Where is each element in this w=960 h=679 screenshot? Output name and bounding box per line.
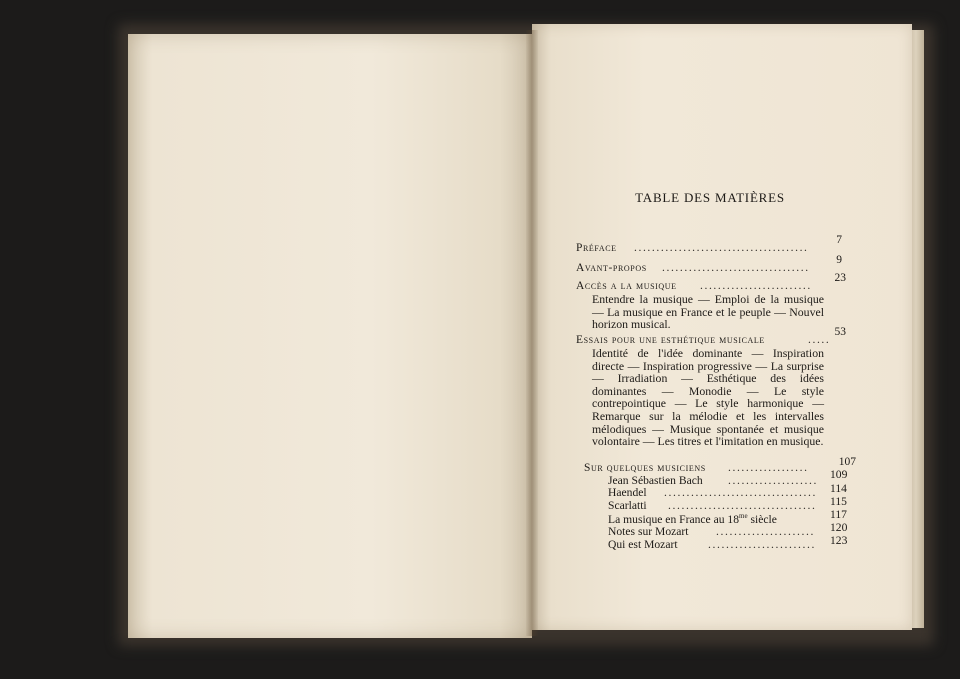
page-number: 9 (836, 254, 842, 266)
toc-title: TABLE DES MATIÈRES (635, 190, 785, 205)
subentry-title: La musique en France au $18^{me}$ siècle (608, 512, 777, 526)
subentry-title: Jean Sébastien Bach (608, 474, 703, 487)
leader-dots: ................................. (668, 499, 817, 512)
subentry-title: Haendel (608, 486, 647, 499)
page-number: 7 (836, 234, 842, 246)
leader-dots: ........................ (708, 538, 816, 551)
leader-dots: ...................... (716, 525, 815, 538)
book-gutter (526, 30, 538, 636)
page-number: 109 (830, 468, 848, 481)
entry-description: Identité de l'idée dominante — Inspiration directe — Inspiration progressive — La surprise — Irradiation — Esthétique des idées dominantes — Monodie — Le style contrepointique — Le style harmonique — Remarque sur la mélodie et les intervalles mélodiques — Musique spontanée et musique volontaire — Les titres et l'imitation en musique. (592, 346, 824, 449)
entry-title: Essais pour une esthétique musicale (576, 334, 765, 346)
leader-dots: ......................... (700, 280, 812, 292)
subentry-title: Qui est Mozart (608, 538, 678, 551)
page-number: 114 (830, 482, 847, 495)
subentry-title: Notes sur Mozart (608, 525, 689, 538)
page-number: 107 (838, 456, 856, 468)
page-number: 53 (834, 326, 846, 338)
page-number: 115 (830, 495, 847, 508)
page-number: 123 (830, 534, 848, 547)
page-number: 23 (834, 272, 846, 284)
leader-dots: ....................................... (634, 242, 809, 254)
leader-dots: .................... (728, 474, 818, 487)
entry-title: Sur quelques musiciens (584, 462, 706, 474)
page-number: 120 (830, 521, 848, 534)
leader-dots: .................. (728, 462, 809, 474)
entry-title: Accès a la musique (576, 280, 677, 292)
subentry-title: Scarlatti (608, 499, 647, 512)
leader-dots: .................................. (664, 486, 817, 499)
leader-dots: ................................. (662, 262, 810, 274)
page-number: 117 (830, 508, 847, 521)
entry-title: Avant-propos (576, 262, 647, 274)
entry-title: Préface (576, 242, 617, 254)
left-blank-page (128, 34, 532, 638)
entry-description: Entendre la musique — Emploi de la musique — La musique en France et le peuple — Nouvel horizon musical. (592, 292, 824, 332)
leader-dots: ..... (808, 334, 831, 346)
